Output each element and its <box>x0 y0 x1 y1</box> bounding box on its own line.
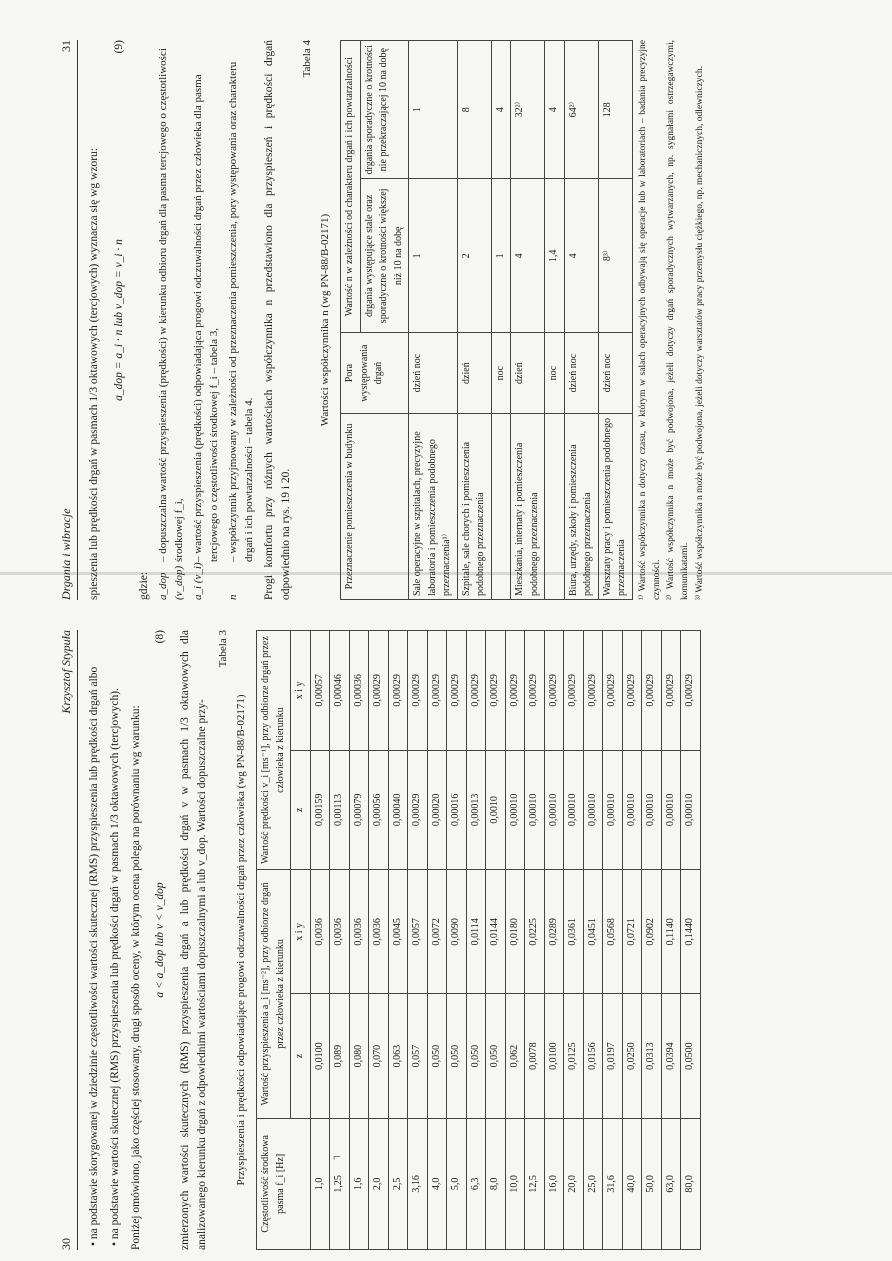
formula-9-text: a_dop = a_i · n lub v_dop = v_i · n <box>113 239 126 401</box>
table-cell: noc <box>545 333 565 414</box>
table-cell: 16,0 <box>544 1118 564 1249</box>
table-cell: 0,00010 <box>642 750 662 870</box>
table-row <box>349 631 369 1250</box>
table-row <box>457 41 491 600</box>
footnote: ¹⁾ Wartość współczynnika n dotyczy czasu, w którym w salach operacyjnych odbywają się operacje lub w laboratoriach – badania precyzyjne czynności. <box>637 40 662 600</box>
table-cell: 0,00029 <box>525 631 545 751</box>
running-title: Drgania i wibracje <box>59 508 73 600</box>
table-row <box>545 41 565 600</box>
table-row <box>369 631 389 1250</box>
table-cell: 0,00040 <box>388 750 408 870</box>
table-cell: 0,00036 <box>349 631 369 751</box>
table-cell: dzień <box>457 333 491 414</box>
table-cell: 0,0144 <box>486 870 506 994</box>
table-row <box>661 631 681 1250</box>
table-cell: 2 <box>457 179 491 333</box>
def-symbol: n <box>227 594 240 600</box>
table-cell: 0,050 <box>447 994 467 1118</box>
table-cell: 0,0313 <box>642 994 662 1118</box>
table-cell: 12,5 <box>525 1118 545 1249</box>
table-3-label: Tabela 3 <box>217 630 230 668</box>
table-cell: 80,0 <box>681 1118 701 1249</box>
table-cell: 0,00046 <box>330 631 350 751</box>
formula-9-number: (9) <box>113 40 126 54</box>
table-cell <box>491 413 511 599</box>
table-cell: 0,00029 <box>564 631 584 751</box>
table-cell: 0,00029 <box>408 750 428 870</box>
table-cell: 0,0010 <box>486 750 506 870</box>
table-cell: 0,00029 <box>544 631 564 751</box>
table-cell: dzień noc <box>598 333 632 414</box>
table-cell: 0,00010 <box>544 750 564 870</box>
table-cell: 0,00159 <box>310 750 330 870</box>
table-cell: 2,0 <box>369 1118 389 1249</box>
table-4-label: Tabela 4 <box>301 40 314 78</box>
table-cell: 1,6 <box>349 1118 369 1249</box>
table-cell: 4 <box>545 41 565 179</box>
table-row <box>544 631 564 1250</box>
table-cell: 0,0289 <box>544 870 564 994</box>
th-purpose: Przeznaczenie pomieszczenia w budynku <box>341 413 409 599</box>
table-cell: 8,0 <box>486 1118 506 1249</box>
table-cell: 0,00029 <box>661 631 681 751</box>
table-cell: 6,3 <box>466 1118 486 1249</box>
table-cell: 0,050 <box>427 994 447 1118</box>
table-cell: 0,00057 <box>310 631 330 751</box>
table-cell: 0,00029 <box>369 631 389 751</box>
table-cell: Biura, urzędy, szkoły i pomieszczenia podobnego przeznaczenia <box>564 413 598 599</box>
table-cell: 0,0156 <box>583 994 603 1118</box>
table-cell: 0,00016 <box>447 750 467 870</box>
table-cell: Mieszkania, internaty i pomieszczenia podobnego przeznaczenia <box>511 413 545 599</box>
table-cell: 8 <box>457 41 491 179</box>
table-cell: 128 <box>598 41 632 179</box>
footnote: ²⁾ Wartość współczynnika n może być podwojona, jeżeli dotyczy drgań sporadycznych wytwarzanych, np. sygnałami ostrzegawczymi, komunikatami. <box>666 40 691 600</box>
table-cell: 0,00029 <box>681 631 701 751</box>
table-row <box>511 41 545 600</box>
right-page <box>58 40 858 600</box>
definition <box>191 40 223 600</box>
table-cell: 63,0 <box>661 1118 681 1249</box>
table-cell: 0,00010 <box>505 750 525 870</box>
table-cell: 5,0 <box>447 1118 467 1249</box>
definition <box>226 40 258 600</box>
table-cell: 4 <box>491 41 511 179</box>
table-cell: 1 <box>491 179 511 333</box>
table-cell: 0,1140 <box>661 870 681 994</box>
table-cell: 0,00029 <box>447 631 467 751</box>
table-cell: 0,0225 <box>525 870 545 994</box>
table-cell: 0,0721 <box>622 870 642 994</box>
table-cell: 0,0100 <box>544 994 564 1118</box>
table-cell: 0,00010 <box>583 750 603 870</box>
table-3 <box>256 630 701 1250</box>
table-cell: 0,00010 <box>661 750 681 870</box>
table-cell: 10,0 <box>505 1118 525 1249</box>
table-cell: 0,057 <box>408 994 428 1118</box>
formula-8-number: (8) <box>154 630 167 644</box>
table-cell: dzień noc <box>564 333 598 414</box>
page-number-left: 30 <box>59 1238 73 1250</box>
table-cell: 0,0036 <box>310 870 330 994</box>
bullet-text: na podstawie skorygowanej w dziedzinie częstotliwości wartości skutecznej (RMS) przyspieszenia lub prędkości drgań albo <box>88 666 101 1240</box>
table-cell: 0,0500 <box>681 994 701 1118</box>
th-vel: Wartość prędkości v_i [ms⁻¹], przy odbiorze drgań przez człowieka z kierunku <box>257 631 291 870</box>
def-text: – wartość przyspieszenia (prędkości) odpowiadająca progowi odczuwalności drgań przez człowieka dla pasma tercjowego o częstotliwości środkowej f_i – tabela 3, <box>192 74 221 562</box>
table-cell: 0,080 <box>349 994 369 1118</box>
table-cell: 3,16 <box>408 1118 428 1249</box>
table-cell: Warsztaty pracy i pomieszczenia podobnego przeznaczenia <box>598 413 632 599</box>
table-cell: 0,00079 <box>349 750 369 870</box>
left-running-head <box>58 630 78 1250</box>
table-cell: 4 <box>564 179 598 333</box>
table-cell: 4,0 <box>427 1118 447 1249</box>
th-xy: x i y <box>291 870 311 994</box>
table-cell: 0,0100 <box>310 994 330 1118</box>
table-cell: 0,00029 <box>583 631 603 751</box>
table-row <box>388 631 408 1250</box>
th-z: z <box>291 994 311 1118</box>
table-row <box>622 631 642 1250</box>
table-cell: 0,00029 <box>427 631 447 751</box>
table-cell: 0,00029 <box>622 631 642 751</box>
table-cell: dzień noc <box>409 333 458 414</box>
table-cell: 0,0180 <box>505 870 525 994</box>
table-row <box>564 631 584 1250</box>
table-cell: 0,00010 <box>681 750 701 870</box>
def-text: – dopuszczalna wartość przyspieszenia (prędkości) w kierunku odbioru drgań dla pasma tercjowego o częstotliwości środkowej f_i, <box>157 48 186 562</box>
bullet-item: • na podstawie wartości skutecznej (RMS) przyspieszenia lub prędkości drgań w pasmach 1/3 oktawowych (tercjowych). <box>109 688 122 1246</box>
formula-9 <box>111 40 128 600</box>
table-cell: 0,0036 <box>369 870 389 994</box>
right-running-head <box>58 40 78 600</box>
table-cell: 0,0568 <box>603 870 623 994</box>
table-row <box>427 631 447 1250</box>
table-cell: noc <box>491 333 511 414</box>
table-cell: 0,0057 <box>408 870 428 994</box>
table-cell: 0,089 <box>330 994 350 1118</box>
formula-8-text: a < a_dop lub v < v_dop <box>154 882 167 998</box>
th-z: z <box>291 750 311 870</box>
table-cell: 0,00029 <box>466 631 486 751</box>
table-cell: 0,050 <box>486 994 506 1118</box>
table-4-body <box>409 41 633 600</box>
table-cell: 0,0090 <box>447 870 467 994</box>
table-cell: 0,00010 <box>564 750 584 870</box>
th-freq: Częstotliwość środkowa pasma f_i [Hz] <box>257 1118 311 1249</box>
page-number-right: 31 <box>59 40 73 52</box>
table-cell: 0,00029 <box>388 631 408 751</box>
table-cell: 0,00029 <box>486 631 506 751</box>
table-row <box>408 631 428 1250</box>
table-row <box>486 631 506 1250</box>
table-cell: 20,0 <box>564 1118 584 1249</box>
scan-mark: ⌐ <box>333 1150 341 1165</box>
table-cell: 0,00013 <box>466 750 486 870</box>
table-cell: 0,0197 <box>603 994 623 1118</box>
def-text: – współczynnik przyjmowany w zależności od przeznaczenia pomieszczenia, pory występowania oraz charakteru drgań i ich powtarzalności – tabela 4. <box>227 61 256 562</box>
th-xy: x i y <box>291 631 311 751</box>
table-cell: 1,0 <box>310 1118 330 1249</box>
table-cell: 0,00029 <box>505 631 525 751</box>
table-cell: 0,0902 <box>642 870 662 994</box>
table-row <box>505 631 525 1250</box>
table-cell: 0,00029 <box>408 631 428 751</box>
th-time: Pora występowania drgań <box>341 333 409 414</box>
table-row <box>525 631 545 1250</box>
table-cell: 0,00029 <box>603 631 623 751</box>
table-cell: Sale operacyjne w szpitalach, precyzyjne laboratoria i pomieszczenia podobnego przeznaczenia¹⁾ <box>409 413 458 599</box>
def-symbol: a_dop (v_dop) <box>157 565 186 600</box>
bullet-text: na podstawie wartości skutecznej (RMS) przyspieszenia lub prędkości drgań w pasmach 1/3 oktawowych (tercjowych). <box>109 688 122 1240</box>
table-cell: 32²⁾ <box>511 41 545 179</box>
table-3-title: Przyspieszenia i prędkości odpowiadające progowi odczuwalności drgań przez człowieka (wg PN-88/B-02171) <box>235 694 248 1186</box>
left-para-2: zmierzonych wartości skutecznych (RMS) przyspieszenia drgań a lub prędkości drgań v w pasmach 1/3 oktawowych dla analizowanego kierunku drgań z odpowiednimi wartościami dopuszczalnymi a lub v_dop. Wartości dopuszczalne przy- <box>179 630 208 1250</box>
table-row <box>603 631 623 1250</box>
table-cell: 50,0 <box>642 1118 662 1249</box>
gdzie-label: gdzie: <box>137 571 150 600</box>
table-cell: 0,0361 <box>564 870 584 994</box>
def-symbol: a_i (v_i) <box>192 562 205 600</box>
table-cell: 0,062 <box>505 994 525 1118</box>
table-cell: 0,0125 <box>564 994 584 1118</box>
table-cell: 40,0 <box>622 1118 642 1249</box>
table-cell: 0,00113 <box>330 750 350 870</box>
table-cell: 1,25 <box>330 1118 350 1249</box>
footnote: ³⁾ Wartość współczynnika n może być podwojona, jeżeli dotyczy warsztatów pracy przemysłu ciężkiego, np. mechanicznych, odlewniczych. <box>694 66 705 600</box>
table-row <box>310 631 330 1250</box>
left-para-1: Poniżej omówiono, jako częściej stosowany, drugi sposób oceny, w którym ocena polega na porównaniu wg warunku: <box>129 705 142 1250</box>
table-cell: 0,0078 <box>525 994 545 1118</box>
table-4 <box>340 40 633 600</box>
th-acc: Wartość przyspieszenia a_i [ms⁻²], przy odbiorze drgań przez człowieka z kierunku <box>257 870 291 1118</box>
table-cell: 0,00020 <box>427 750 447 870</box>
table-row <box>447 631 467 1250</box>
right-para-2: Progi komfortu przy różnych wartościach współczynnika n przedstawiono dla przyspieszeń i prędkości drgań odpowiednio na rys. 19 i 20. <box>263 40 292 600</box>
table-row <box>681 631 701 1250</box>
table-3-body <box>310 631 700 1250</box>
table-row <box>466 631 486 1250</box>
bullet-item: • na podstawie skorygowanej w dziedzinie częstotliwości wartości skutecznej (RMS) przyspieszenia lub prędkości drgań albo <box>88 666 101 1246</box>
table-cell: 0,00010 <box>603 750 623 870</box>
definition <box>156 40 188 600</box>
th-n: Wartość n w zależności od charakteru drgań i ich powtarzalności <box>341 41 361 333</box>
table-cell: 0,0394 <box>661 994 681 1118</box>
table-cell: dzień <box>511 333 545 414</box>
table-cell: 8³⁾ <box>598 179 632 333</box>
table-row <box>583 631 603 1250</box>
table-cell: 0,0036 <box>349 870 369 994</box>
table-cell: 31,6 <box>603 1118 623 1249</box>
table-4-title: Wartości współczynnika n (wg PN-88/B-02171) <box>319 213 332 427</box>
table-cell: 2,5 <box>388 1118 408 1249</box>
table-cell: 0,0045 <box>388 870 408 994</box>
table-cell: 0,00010 <box>525 750 545 870</box>
table-cell: 1,4 <box>545 179 565 333</box>
table-cell: Szpitale, sale chorych i pomieszczenia podobnego przeznaczenia <box>457 413 491 599</box>
table-row <box>598 41 632 600</box>
table-cell: 0,0451 <box>583 870 603 994</box>
table-cell: 0,00056 <box>369 750 389 870</box>
formula-8 <box>152 630 169 1250</box>
table-cell: 0,0072 <box>427 870 447 994</box>
th-c1: drgania występujące stale oraz sporadyczne o krotności większej niż 10 na dobę <box>360 179 409 333</box>
author-name: Krzysztof Stypuła <box>59 630 73 714</box>
footnotes <box>637 40 708 600</box>
table-row <box>409 41 458 600</box>
table-cell: 0,070 <box>369 994 389 1118</box>
table-cell: 0,0114 <box>466 870 486 994</box>
table-cell: 0,050 <box>466 994 486 1118</box>
table-cell: 4 <box>511 179 545 333</box>
th-c2: drgania sporadyczne o krotności nie przekraczającej 10 na dobę <box>360 41 409 179</box>
table-cell: 0,0036 <box>330 870 350 994</box>
table-cell <box>545 413 565 599</box>
table-cell: 1 <box>409 41 458 179</box>
right-para-1: spieszenia lub prędkości drgań w pasmach 1/3 oktawowych (tercjowych) wyznacza się wg wzoru: <box>88 148 101 600</box>
table-row <box>491 41 511 600</box>
left-page <box>58 630 858 1250</box>
table-cell: 1 <box>409 179 458 333</box>
table-cell: 25,0 <box>583 1118 603 1249</box>
table-cell: 0,063 <box>388 994 408 1118</box>
table-cell: 0,00010 <box>622 750 642 870</box>
table-cell: 0,0250 <box>622 994 642 1118</box>
table-row <box>642 631 662 1250</box>
table-row <box>564 41 598 600</box>
table-cell: 0,1440 <box>681 870 701 994</box>
table-cell: 0,00029 <box>642 631 662 751</box>
table-cell: 64²⁾ <box>564 41 598 179</box>
